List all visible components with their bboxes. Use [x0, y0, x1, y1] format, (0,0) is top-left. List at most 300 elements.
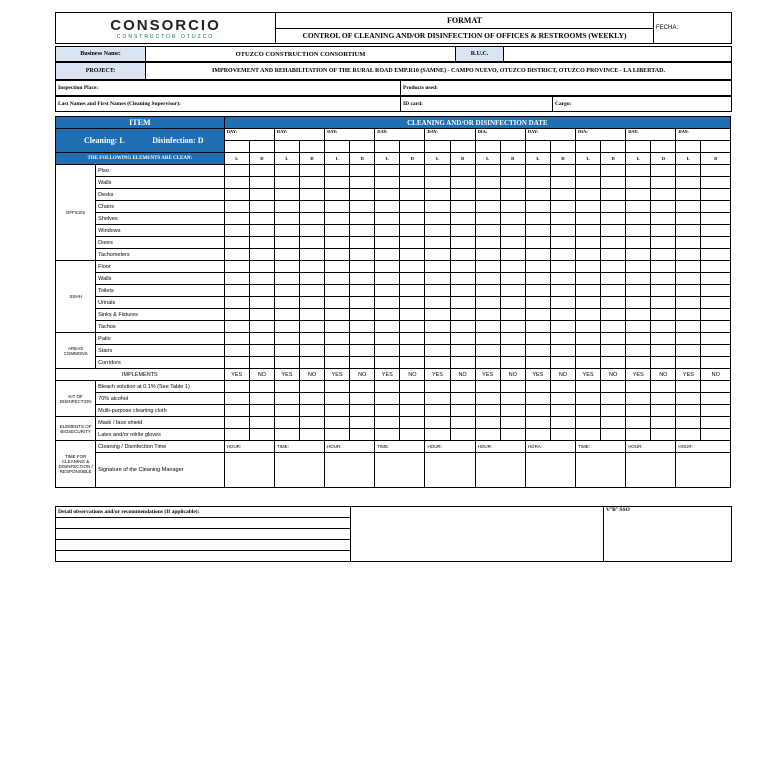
check-cell[interactable]	[701, 273, 731, 285]
check-cell[interactable]	[500, 225, 525, 237]
check-cell[interactable]	[601, 189, 626, 201]
day-date-cell[interactable]	[525, 141, 550, 153]
check-cell[interactable]	[249, 177, 274, 189]
check-cell[interactable]	[500, 345, 525, 357]
day-label[interactable]: DAY:	[425, 129, 475, 141]
check-cell[interactable]	[400, 213, 425, 225]
check-cell[interactable]	[500, 357, 525, 369]
check-cell[interactable]	[701, 213, 731, 225]
check-cell[interactable]	[525, 189, 550, 201]
check-cell[interactable]	[525, 285, 550, 297]
check-cell[interactable]	[325, 225, 350, 237]
check-cell[interactable]	[274, 405, 299, 417]
check-cell[interactable]	[475, 177, 500, 189]
check-cell[interactable]	[299, 417, 324, 429]
check-cell[interactable]	[425, 177, 450, 189]
check-cell[interactable]	[550, 285, 575, 297]
day-date-cell[interactable]	[500, 141, 525, 153]
check-cell[interactable]	[701, 261, 731, 273]
check-cell[interactable]	[475, 225, 500, 237]
check-cell[interactable]	[601, 273, 626, 285]
check-cell[interactable]	[701, 165, 731, 177]
observation-line[interactable]	[56, 518, 351, 529]
check-cell[interactable]	[576, 345, 601, 357]
check-cell[interactable]	[375, 261, 400, 273]
check-cell[interactable]	[375, 201, 400, 213]
check-cell[interactable]	[425, 225, 450, 237]
check-cell[interactable]	[475, 165, 500, 177]
check-cell[interactable]	[550, 321, 575, 333]
check-cell[interactable]	[249, 309, 274, 321]
check-cell[interactable]	[274, 393, 299, 405]
check-cell[interactable]	[601, 393, 626, 405]
check-cell[interactable]	[450, 429, 475, 441]
check-cell[interactable]	[224, 237, 249, 249]
check-cell[interactable]	[350, 345, 375, 357]
check-cell[interactable]	[676, 165, 701, 177]
check-cell[interactable]	[626, 429, 651, 441]
day-date-cell[interactable]	[299, 141, 324, 153]
check-cell[interactable]	[475, 393, 500, 405]
signature-field[interactable]	[576, 453, 626, 488]
check-cell[interactable]	[224, 165, 249, 177]
check-cell[interactable]	[500, 261, 525, 273]
hour-field[interactable]: TIME:	[375, 441, 425, 453]
check-cell[interactable]	[525, 237, 550, 249]
check-cell[interactable]	[350, 381, 375, 393]
check-cell[interactable]	[400, 237, 425, 249]
check-cell[interactable]	[601, 225, 626, 237]
check-cell[interactable]	[224, 213, 249, 225]
day-date-cell[interactable]	[676, 141, 701, 153]
check-cell[interactable]	[400, 201, 425, 213]
check-cell[interactable]	[550, 189, 575, 201]
check-cell[interactable]	[350, 261, 375, 273]
check-cell[interactable]	[550, 345, 575, 357]
check-cell[interactable]	[701, 237, 731, 249]
check-cell[interactable]	[400, 285, 425, 297]
check-cell[interactable]	[500, 333, 525, 345]
check-cell[interactable]	[576, 237, 601, 249]
check-cell[interactable]	[425, 357, 450, 369]
check-cell[interactable]	[375, 285, 400, 297]
check-cell[interactable]	[601, 381, 626, 393]
check-cell[interactable]	[274, 333, 299, 345]
check-cell[interactable]	[525, 201, 550, 213]
supervisor-name-field[interactable]: Last Names and First Names (Cleaning Supervisor):	[56, 97, 401, 112]
check-cell[interactable]	[299, 177, 324, 189]
check-cell[interactable]	[425, 285, 450, 297]
check-cell[interactable]	[626, 357, 651, 369]
check-cell[interactable]	[249, 393, 274, 405]
check-cell[interactable]	[701, 429, 731, 441]
check-cell[interactable]	[626, 273, 651, 285]
check-cell[interactable]	[249, 357, 274, 369]
check-cell[interactable]	[500, 429, 525, 441]
check-cell[interactable]	[274, 357, 299, 369]
check-cell[interactable]	[701, 321, 731, 333]
check-cell[interactable]	[375, 273, 400, 285]
day-label[interactable]: DAY:	[325, 129, 375, 141]
check-cell[interactable]	[450, 333, 475, 345]
check-cell[interactable]	[299, 201, 324, 213]
check-cell[interactable]	[400, 357, 425, 369]
check-cell[interactable]	[249, 429, 274, 441]
check-cell[interactable]	[325, 261, 350, 273]
check-cell[interactable]	[500, 381, 525, 393]
check-cell[interactable]	[274, 309, 299, 321]
check-cell[interactable]	[450, 417, 475, 429]
check-cell[interactable]	[701, 201, 731, 213]
check-cell[interactable]	[550, 429, 575, 441]
check-cell[interactable]	[400, 381, 425, 393]
check-cell[interactable]	[375, 309, 400, 321]
check-cell[interactable]	[576, 381, 601, 393]
check-cell[interactable]	[676, 261, 701, 273]
check-cell[interactable]	[525, 345, 550, 357]
check-cell[interactable]	[550, 225, 575, 237]
check-cell[interactable]	[550, 381, 575, 393]
check-cell[interactable]	[450, 189, 475, 201]
cargo-field[interactable]: Cargo:	[553, 97, 732, 112]
check-cell[interactable]	[375, 213, 400, 225]
products-used-field[interactable]: Products used:	[401, 81, 732, 96]
check-cell[interactable]	[274, 189, 299, 201]
check-cell[interactable]	[375, 297, 400, 309]
day-date-cell[interactable]	[626, 141, 651, 153]
check-cell[interactable]	[299, 273, 324, 285]
check-cell[interactable]	[350, 429, 375, 441]
check-cell[interactable]	[249, 189, 274, 201]
check-cell[interactable]	[299, 381, 324, 393]
signature-field[interactable]	[224, 453, 274, 488]
sso-approval[interactable]: V°B° SSO	[604, 507, 732, 562]
check-cell[interactable]	[249, 417, 274, 429]
check-cell[interactable]	[325, 333, 350, 345]
check-cell[interactable]	[576, 225, 601, 237]
check-cell[interactable]	[701, 297, 731, 309]
check-cell[interactable]	[425, 321, 450, 333]
check-cell[interactable]	[425, 429, 450, 441]
check-cell[interactable]	[651, 237, 676, 249]
check-cell[interactable]	[400, 393, 425, 405]
check-cell[interactable]	[701, 225, 731, 237]
check-cell[interactable]	[525, 405, 550, 417]
check-cell[interactable]	[676, 333, 701, 345]
check-cell[interactable]	[676, 273, 701, 285]
check-cell[interactable]	[651, 357, 676, 369]
check-cell[interactable]	[676, 309, 701, 321]
check-cell[interactable]	[576, 429, 601, 441]
check-cell[interactable]	[400, 321, 425, 333]
check-cell[interactable]	[325, 285, 350, 297]
check-cell[interactable]	[425, 333, 450, 345]
check-cell[interactable]	[350, 189, 375, 201]
check-cell[interactable]	[450, 297, 475, 309]
check-cell[interactable]	[249, 273, 274, 285]
check-cell[interactable]	[525, 393, 550, 405]
day-date-cell[interactable]	[701, 141, 731, 153]
check-cell[interactable]	[576, 405, 601, 417]
check-cell[interactable]	[576, 357, 601, 369]
check-cell[interactable]	[651, 249, 676, 261]
check-cell[interactable]	[626, 249, 651, 261]
check-cell[interactable]	[651, 321, 676, 333]
check-cell[interactable]	[601, 177, 626, 189]
signature-field[interactable]	[425, 453, 475, 488]
check-cell[interactable]	[500, 249, 525, 261]
check-cell[interactable]	[249, 321, 274, 333]
check-cell[interactable]	[626, 201, 651, 213]
check-cell[interactable]	[626, 309, 651, 321]
check-cell[interactable]	[576, 321, 601, 333]
check-cell[interactable]	[299, 309, 324, 321]
check-cell[interactable]	[375, 249, 400, 261]
check-cell[interactable]	[601, 309, 626, 321]
check-cell[interactable]	[400, 261, 425, 273]
check-cell[interactable]	[626, 177, 651, 189]
check-cell[interactable]	[550, 201, 575, 213]
check-cell[interactable]	[525, 357, 550, 369]
check-cell[interactable]	[500, 417, 525, 429]
signature-field[interactable]	[525, 453, 575, 488]
check-cell[interactable]	[525, 213, 550, 225]
check-cell[interactable]	[550, 357, 575, 369]
check-cell[interactable]	[400, 189, 425, 201]
check-cell[interactable]	[325, 345, 350, 357]
check-cell[interactable]	[475, 333, 500, 345]
check-cell[interactable]	[550, 309, 575, 321]
check-cell[interactable]	[475, 285, 500, 297]
check-cell[interactable]	[274, 261, 299, 273]
check-cell[interactable]	[500, 309, 525, 321]
check-cell[interactable]	[601, 345, 626, 357]
check-cell[interactable]	[475, 321, 500, 333]
check-cell[interactable]	[350, 393, 375, 405]
check-cell[interactable]	[676, 249, 701, 261]
check-cell[interactable]	[525, 381, 550, 393]
check-cell[interactable]	[601, 201, 626, 213]
check-cell[interactable]	[500, 237, 525, 249]
check-cell[interactable]	[375, 381, 400, 393]
check-cell[interactable]	[475, 273, 500, 285]
check-cell[interactable]	[626, 405, 651, 417]
hour-field[interactable]: HOUR:	[626, 441, 676, 453]
check-cell[interactable]	[325, 429, 350, 441]
check-cell[interactable]	[274, 165, 299, 177]
day-label[interactable]: DIA:	[576, 129, 626, 141]
check-cell[interactable]	[500, 165, 525, 177]
check-cell[interactable]	[701, 249, 731, 261]
check-cell[interactable]	[651, 201, 676, 213]
check-cell[interactable]	[576, 177, 601, 189]
check-cell[interactable]	[224, 225, 249, 237]
check-cell[interactable]	[525, 261, 550, 273]
check-cell[interactable]	[249, 285, 274, 297]
check-cell[interactable]	[249, 405, 274, 417]
check-cell[interactable]	[425, 249, 450, 261]
check-cell[interactable]	[375, 333, 400, 345]
check-cell[interactable]	[249, 165, 274, 177]
check-cell[interactable]	[274, 429, 299, 441]
check-cell[interactable]	[400, 417, 425, 429]
check-cell[interactable]	[576, 213, 601, 225]
check-cell[interactable]	[450, 177, 475, 189]
day-label[interactable]: DAY:	[676, 129, 731, 141]
day-date-cell[interactable]	[601, 141, 626, 153]
observation-line[interactable]	[56, 540, 351, 551]
check-cell[interactable]	[450, 345, 475, 357]
check-cell[interactable]	[676, 213, 701, 225]
check-cell[interactable]	[274, 273, 299, 285]
check-cell[interactable]	[626, 285, 651, 297]
check-cell[interactable]	[425, 201, 450, 213]
day-date-cell[interactable]	[550, 141, 575, 153]
check-cell[interactable]	[475, 381, 500, 393]
check-cell[interactable]	[601, 261, 626, 273]
check-cell[interactable]	[450, 237, 475, 249]
check-cell[interactable]	[651, 285, 676, 297]
check-cell[interactable]	[475, 417, 500, 429]
check-cell[interactable]	[274, 297, 299, 309]
check-cell[interactable]	[450, 165, 475, 177]
check-cell[interactable]	[500, 297, 525, 309]
check-cell[interactable]	[550, 417, 575, 429]
check-cell[interactable]	[525, 417, 550, 429]
check-cell[interactable]	[701, 381, 731, 393]
check-cell[interactable]	[500, 201, 525, 213]
check-cell[interactable]	[350, 333, 375, 345]
check-cell[interactable]	[224, 429, 249, 441]
check-cell[interactable]	[325, 381, 350, 393]
check-cell[interactable]	[224, 417, 249, 429]
day-date-cell[interactable]	[375, 141, 400, 153]
check-cell[interactable]	[400, 177, 425, 189]
check-cell[interactable]	[224, 345, 249, 357]
check-cell[interactable]	[651, 261, 676, 273]
check-cell[interactable]	[626, 225, 651, 237]
check-cell[interactable]	[375, 405, 400, 417]
check-cell[interactable]	[475, 309, 500, 321]
check-cell[interactable]	[525, 309, 550, 321]
check-cell[interactable]	[651, 225, 676, 237]
check-cell[interactable]	[626, 189, 651, 201]
check-cell[interactable]	[325, 165, 350, 177]
check-cell[interactable]	[450, 261, 475, 273]
check-cell[interactable]	[676, 189, 701, 201]
check-cell[interactable]	[525, 333, 550, 345]
check-cell[interactable]	[626, 297, 651, 309]
check-cell[interactable]	[350, 297, 375, 309]
check-cell[interactable]	[676, 321, 701, 333]
check-cell[interactable]	[450, 285, 475, 297]
check-cell[interactable]	[651, 381, 676, 393]
check-cell[interactable]	[500, 405, 525, 417]
check-cell[interactable]	[375, 321, 400, 333]
check-cell[interactable]	[425, 381, 450, 393]
check-cell[interactable]	[475, 297, 500, 309]
check-cell[interactable]	[651, 213, 676, 225]
check-cell[interactable]	[249, 237, 274, 249]
observation-line[interactable]	[56, 529, 351, 540]
check-cell[interactable]	[676, 177, 701, 189]
signature-field[interactable]	[375, 453, 425, 488]
check-cell[interactable]	[299, 225, 324, 237]
check-cell[interactable]	[475, 357, 500, 369]
check-cell[interactable]	[475, 345, 500, 357]
check-cell[interactable]	[475, 189, 500, 201]
observation-line[interactable]	[56, 551, 351, 562]
check-cell[interactable]	[375, 429, 400, 441]
signature-field[interactable]	[626, 453, 676, 488]
check-cell[interactable]	[601, 285, 626, 297]
check-cell[interactable]	[299, 429, 324, 441]
check-cell[interactable]	[325, 201, 350, 213]
check-cell[interactable]	[651, 273, 676, 285]
check-cell[interactable]	[249, 381, 274, 393]
check-cell[interactable]	[249, 345, 274, 357]
day-label[interactable]: DAY:	[224, 129, 274, 141]
check-cell[interactable]	[550, 393, 575, 405]
check-cell[interactable]	[525, 249, 550, 261]
check-cell[interactable]	[274, 177, 299, 189]
check-cell[interactable]	[626, 345, 651, 357]
check-cell[interactable]	[475, 249, 500, 261]
hour-field[interactable]: TIME:	[576, 441, 626, 453]
check-cell[interactable]	[224, 393, 249, 405]
check-cell[interactable]	[425, 297, 450, 309]
check-cell[interactable]	[299, 405, 324, 417]
day-label[interactable]: DAY:	[626, 129, 676, 141]
hour-field[interactable]: TIME:	[274, 441, 324, 453]
check-cell[interactable]	[676, 357, 701, 369]
check-cell[interactable]	[400, 429, 425, 441]
check-cell[interactable]	[425, 261, 450, 273]
inspection-place-field[interactable]: Inspection Place:	[56, 81, 401, 96]
check-cell[interactable]	[274, 285, 299, 297]
check-cell[interactable]	[550, 165, 575, 177]
check-cell[interactable]	[425, 393, 450, 405]
check-cell[interactable]	[475, 213, 500, 225]
check-cell[interactable]	[350, 237, 375, 249]
check-cell[interactable]	[249, 201, 274, 213]
check-cell[interactable]	[249, 249, 274, 261]
check-cell[interactable]	[299, 249, 324, 261]
check-cell[interactable]	[450, 213, 475, 225]
hour-field[interactable]: HOUR:	[425, 441, 475, 453]
check-cell[interactable]	[400, 297, 425, 309]
check-cell[interactable]	[676, 417, 701, 429]
check-cell[interactable]	[325, 417, 350, 429]
check-cell[interactable]	[325, 273, 350, 285]
check-cell[interactable]	[601, 321, 626, 333]
check-cell[interactable]	[325, 357, 350, 369]
day-date-cell[interactable]	[249, 141, 274, 153]
check-cell[interactable]	[500, 321, 525, 333]
day-date-cell[interactable]	[400, 141, 425, 153]
check-cell[interactable]	[375, 237, 400, 249]
check-cell[interactable]	[224, 273, 249, 285]
check-cell[interactable]	[576, 297, 601, 309]
check-cell[interactable]	[500, 189, 525, 201]
check-cell[interactable]	[325, 177, 350, 189]
check-cell[interactable]	[224, 285, 249, 297]
check-cell[interactable]	[325, 297, 350, 309]
check-cell[interactable]	[651, 189, 676, 201]
check-cell[interactable]	[274, 249, 299, 261]
check-cell[interactable]	[450, 309, 475, 321]
check-cell[interactable]	[450, 357, 475, 369]
